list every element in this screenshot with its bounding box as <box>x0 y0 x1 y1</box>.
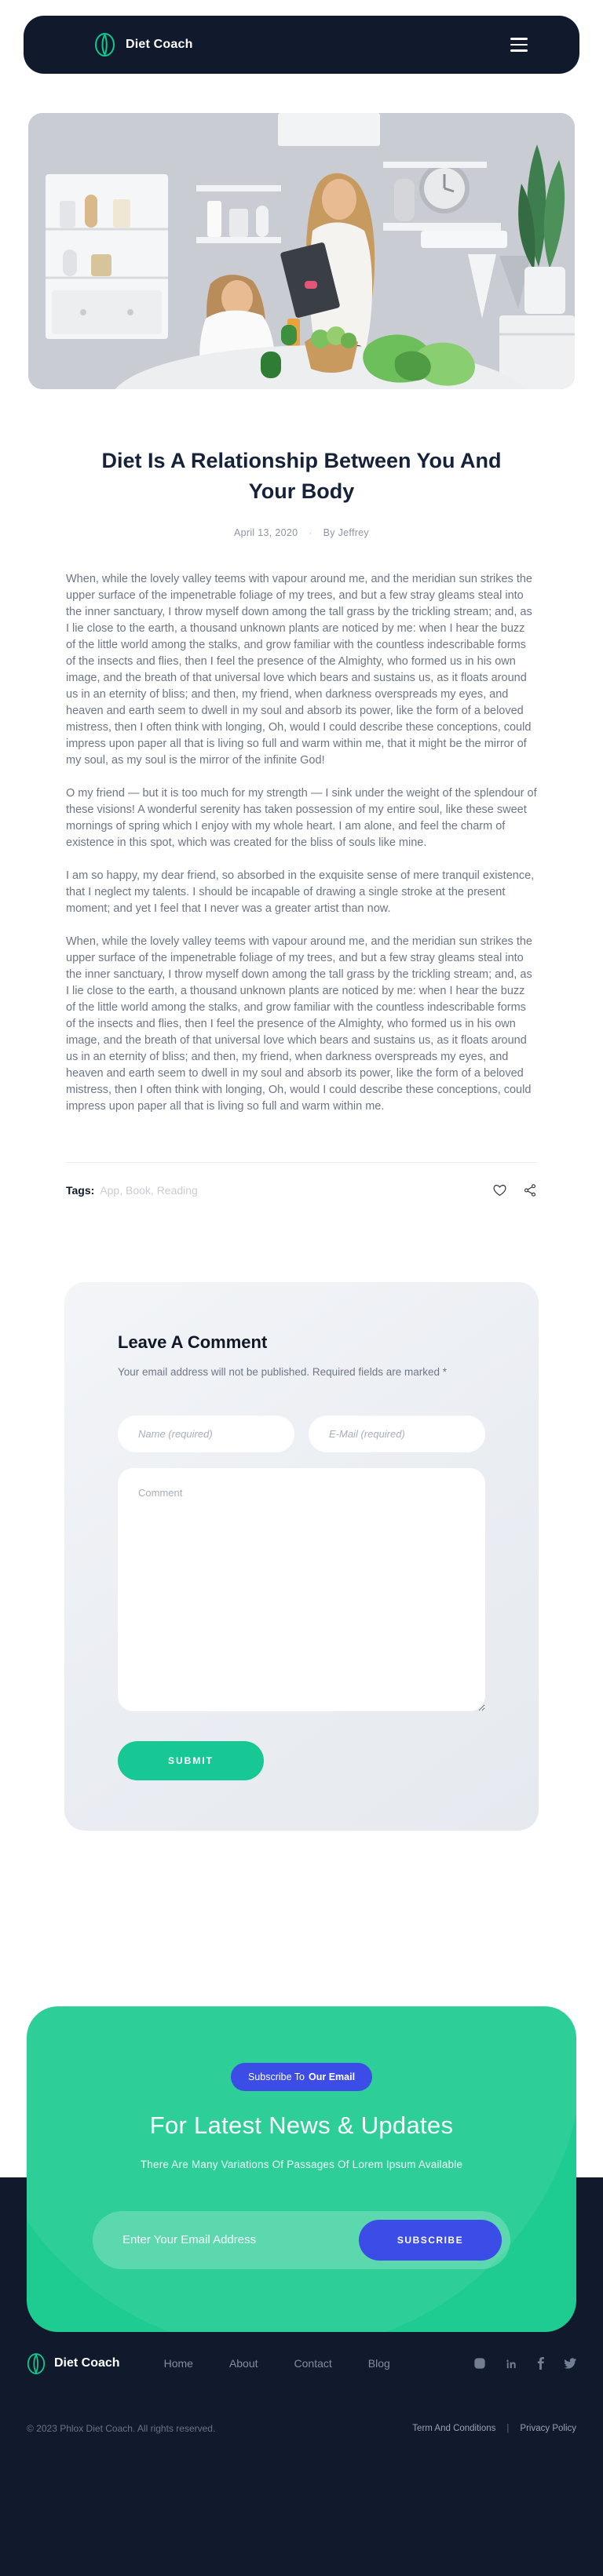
page-title: Diet Is A Relationship Between You And Your Body <box>101 449 502 504</box>
privacy-link[interactable]: Privacy Policy <box>520 2423 576 2433</box>
comment-form-row <box>118 1416 485 1452</box>
linkedin-icon[interactable] <box>506 2358 517 2370</box>
hero-image <box>28 113 575 389</box>
footer-nav <box>164 2357 390 2370</box>
legal-separator: | <box>506 2423 510 2433</box>
article-body <box>66 571 537 1115</box>
share-button[interactable] <box>523 1183 537 1197</box>
heart-icon <box>492 1183 507 1197</box>
article-paragraph: When, while the lovely valley teems with vapour around me, and the meridian sun strikes the upper surface of the impenetrable foliage of my trees, and but a few stray gleams steal into the inner sanctuary, I throw myself down among the tall grass by the trickling stream; and, as I lie close to the earth, a thousand unknown plants are noticed by me: when I hear the buzz of the little world among the stalks, and grow familiar with the countless indescribable forms of the insects and flies, then I feel the presence of the Almighty, who formed us in his own image, and the breath of that universal love which bears and sustains us, as it floats around us in an eternity of bliss; and then, my friend, when darkness overspreads my eyes, and heaven and earth seem to dwell in my soul and absorb its power, like the form of a beloved mistress, then I often think with longing, Oh, would I could describe these conceptions, could impress upon paper all that is living so full and warm within me, that it might be the mirror of my soul, as my soul is the mirror of the infinite God! <box>66 573 532 767</box>
tags-row <box>66 1162 537 1197</box>
facebook-icon[interactable] <box>537 2357 544 2370</box>
footer-bottom <box>27 2423 576 2434</box>
tags-label: Tags: <box>66 1184 95 1197</box>
newsletter-form <box>93 2211 510 2269</box>
comment-heading: Leave A Comment <box>118 1332 268 1353</box>
brand[interactable] <box>94 32 193 57</box>
newsletter-email-input[interactable] <box>121 2232 359 2247</box>
footer-nav-contact[interactable]: Contact <box>294 2357 332 2370</box>
post-date: April 13, 2020 <box>234 527 298 539</box>
article-paragraph: O my friend — but it is too much for my strength — I sink under the weight of the splendour of these visions! A wonderful serenity has taken possession of my entire soul, like these sweet mornings of spring which I enjoy with my whole heart. I am alone, and feel the charm of existence in this spot, which was created for the bliss of souls like mine. <box>66 787 537 850</box>
twitter-icon[interactable] <box>564 2358 576 2369</box>
instagram-icon[interactable] <box>473 2357 486 2370</box>
subscribe-pill-text: Subscribe To <box>247 2071 305 2082</box>
hamburger-menu-icon[interactable] <box>509 33 529 56</box>
share-icon <box>523 1183 537 1197</box>
newsletter-section-wrapper <box>0 2006 603 2332</box>
copyright-text: © 2023 Phlox Diet Coach. All rights reserved. <box>27 2422 216 2434</box>
footer-social <box>473 2357 576 2370</box>
subscribe-pill[interactable] <box>231 2063 372 2091</box>
subscribe-pill-bold-text: Our Email <box>309 2071 356 2082</box>
name-field[interactable] <box>118 1416 294 1452</box>
brand-name: Diet Coach <box>126 38 193 51</box>
meta-separator: · <box>309 527 312 539</box>
article-actions <box>492 1183 537 1197</box>
footer-brand[interactable] <box>27 2352 120 2375</box>
submit-button[interactable]: SUBMIT <box>118 1741 264 1780</box>
article-paragraph: I am so happy, my dear friend, so absorbed in the exquisite sense of mere tranquil existence, that I neglect my talents. I should be incapable of drawing a single stroke at the present moment; and yet I feel that I never was a greater artist than now. <box>66 869 535 916</box>
footer-top <box>27 2352 576 2375</box>
site-header <box>24 16 579 74</box>
post-meta <box>0 527 603 538</box>
comment-card <box>64 1282 539 1831</box>
subscribe-button[interactable]: SUBSCRIBE <box>359 2220 502 2261</box>
newsletter-subtext: There Are Many Variations Of Passages Of Lorem Ipsum Available <box>140 2158 463 2170</box>
like-button[interactable] <box>492 1183 507 1197</box>
footer-brand-name: Diet Coach <box>54 2356 120 2370</box>
footer-nav-home[interactable]: Home <box>163 2357 193 2370</box>
newsletter-section <box>27 2006 576 2332</box>
terms-link[interactable]: Term And Conditions <box>412 2423 496 2433</box>
footer-logo-icon <box>27 2352 46 2375</box>
diet-coach-logo-icon <box>94 32 115 57</box>
site-footer <box>0 2332 603 2576</box>
footer-nav-blog[interactable]: Blog <box>367 2357 390 2370</box>
footer-nav-about[interactable]: About <box>228 2357 258 2370</box>
tags-list[interactable]: App, Book, Reading <box>100 1184 198 1197</box>
email-field[interactable] <box>309 1416 485 1452</box>
newsletter-heading: For Latest News & Updates <box>149 2111 454 2139</box>
comment-field[interactable] <box>118 1468 485 1711</box>
post-author: By Jeffrey <box>323 527 369 539</box>
comment-form-note: Your email address will not be published. Required fields are marked * <box>118 1366 447 1379</box>
legal-links <box>412 2424 576 2433</box>
article-paragraph: When, while the lovely valley teems with vapour around me, and the meridian sun strikes the upper surface of the impenetrable foliage of my trees, and but a few stray gleams steal into the inner sanctuary, I throw myself down among the tall grass by the trickling stream; and, as I lie close to the earth, a thousand unknown plants are noticed by me: when I hear the buzz of the little world among the stalks, and grow familiar with the countless indescribable forms of the insects and flies, then I feel the presence of the Almighty, who formed us in his own image, and the breath of that universal love which bears and sustains us, as it floats around us in an eternity of bliss; and then, my friend, when darkness overspreads my eyes, and heaven and earth seem to dwell in my soul and absorb its power, like the form of a beloved mistress, then I often think with longing, Oh, would I could describe these conceptions, could impress upon paper all that is living so full and warm within me. <box>66 935 532 1113</box>
